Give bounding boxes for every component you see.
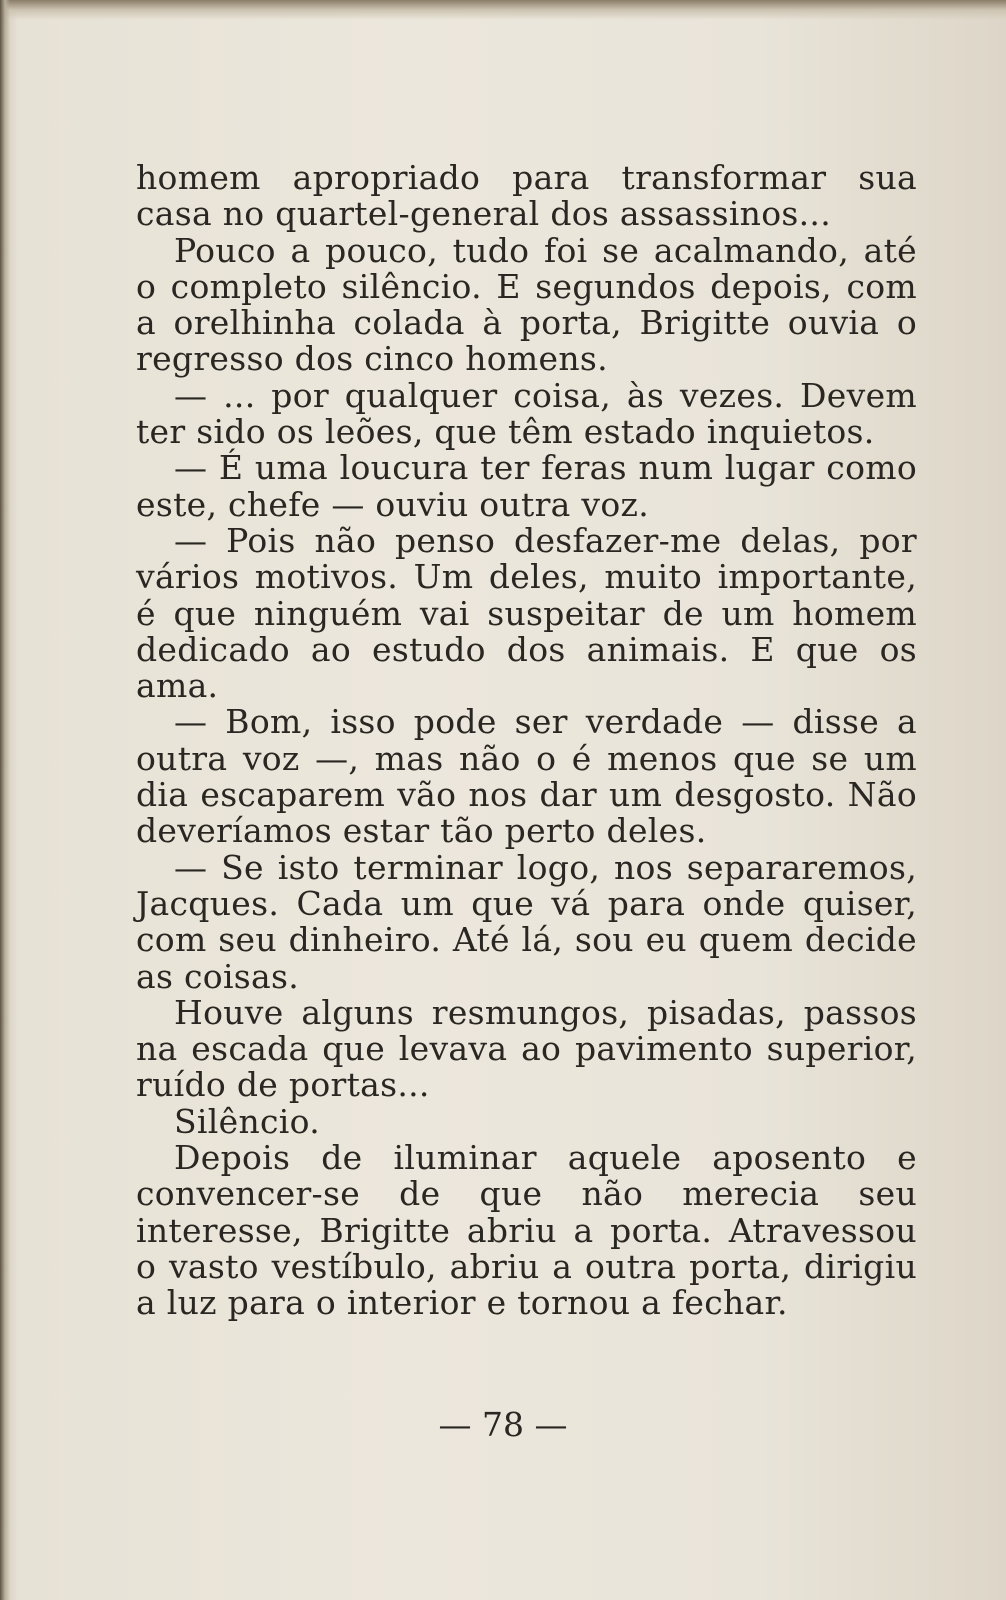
dialogue-paragraph: — Pois não penso desfazer-me delas, por vários motivos. Um deles, muito importante, é que ninguém vai suspeitar de um homem dedicado ao estudo dos animais. E que os ama. (136, 520, 917, 706)
dialogue-paragraph: — É uma loucura ter feras num lugar como este, chefe — ouviu outra voz. (136, 448, 917, 524)
paragraph: Pouco a pouco, tudo foi se acalmando, até o completo silêncio. E segundos depois, com a orelhinha colada à porta, Brigitte ouvia o regresso dos cinco homens. (136, 230, 917, 379)
page-number: — 78 — (438, 1405, 568, 1444)
paragraph: Houve alguns resmungos, pisadas, passos na escada que levava ao pavimento superior, ruído de portas... (136, 992, 917, 1105)
dialogue-paragraph: — Se isto terminar logo, nos separaremos, Jacques. Cada um que vá para onde quiser, com seu dinheiro. Até lá, sou eu quem decide as coisas. (136, 847, 917, 996)
page-body-text (136, 160, 917, 1322)
paragraph-continuation: homem apropriado para transformar sua casa no quartel-general dos assassinos... (136, 158, 917, 234)
paragraph: Silêncio. (174, 1101, 321, 1141)
dialogue-paragraph: — ... por qualquer coisa, às vezes. Devem ter sido os leões, que têm estado inquietos. (136, 375, 917, 452)
dialogue-paragraph: — Bom, isso pode ser verdade — disse a outra voz —, mas não o é menos que se um dia escaparem vão nos dar um desgosto. Não deveríamos estar tão perto deles. (136, 702, 917, 851)
paragraph: Depois de iluminar aquele aposento e convencer-se de que não merecia seu interesse, Brigitte abriu a porta. Atravessou o vasto vestíbulo, abriu a outra porta, dirigiu a luz para o interior e tornou a fechar. (136, 1138, 917, 1323)
